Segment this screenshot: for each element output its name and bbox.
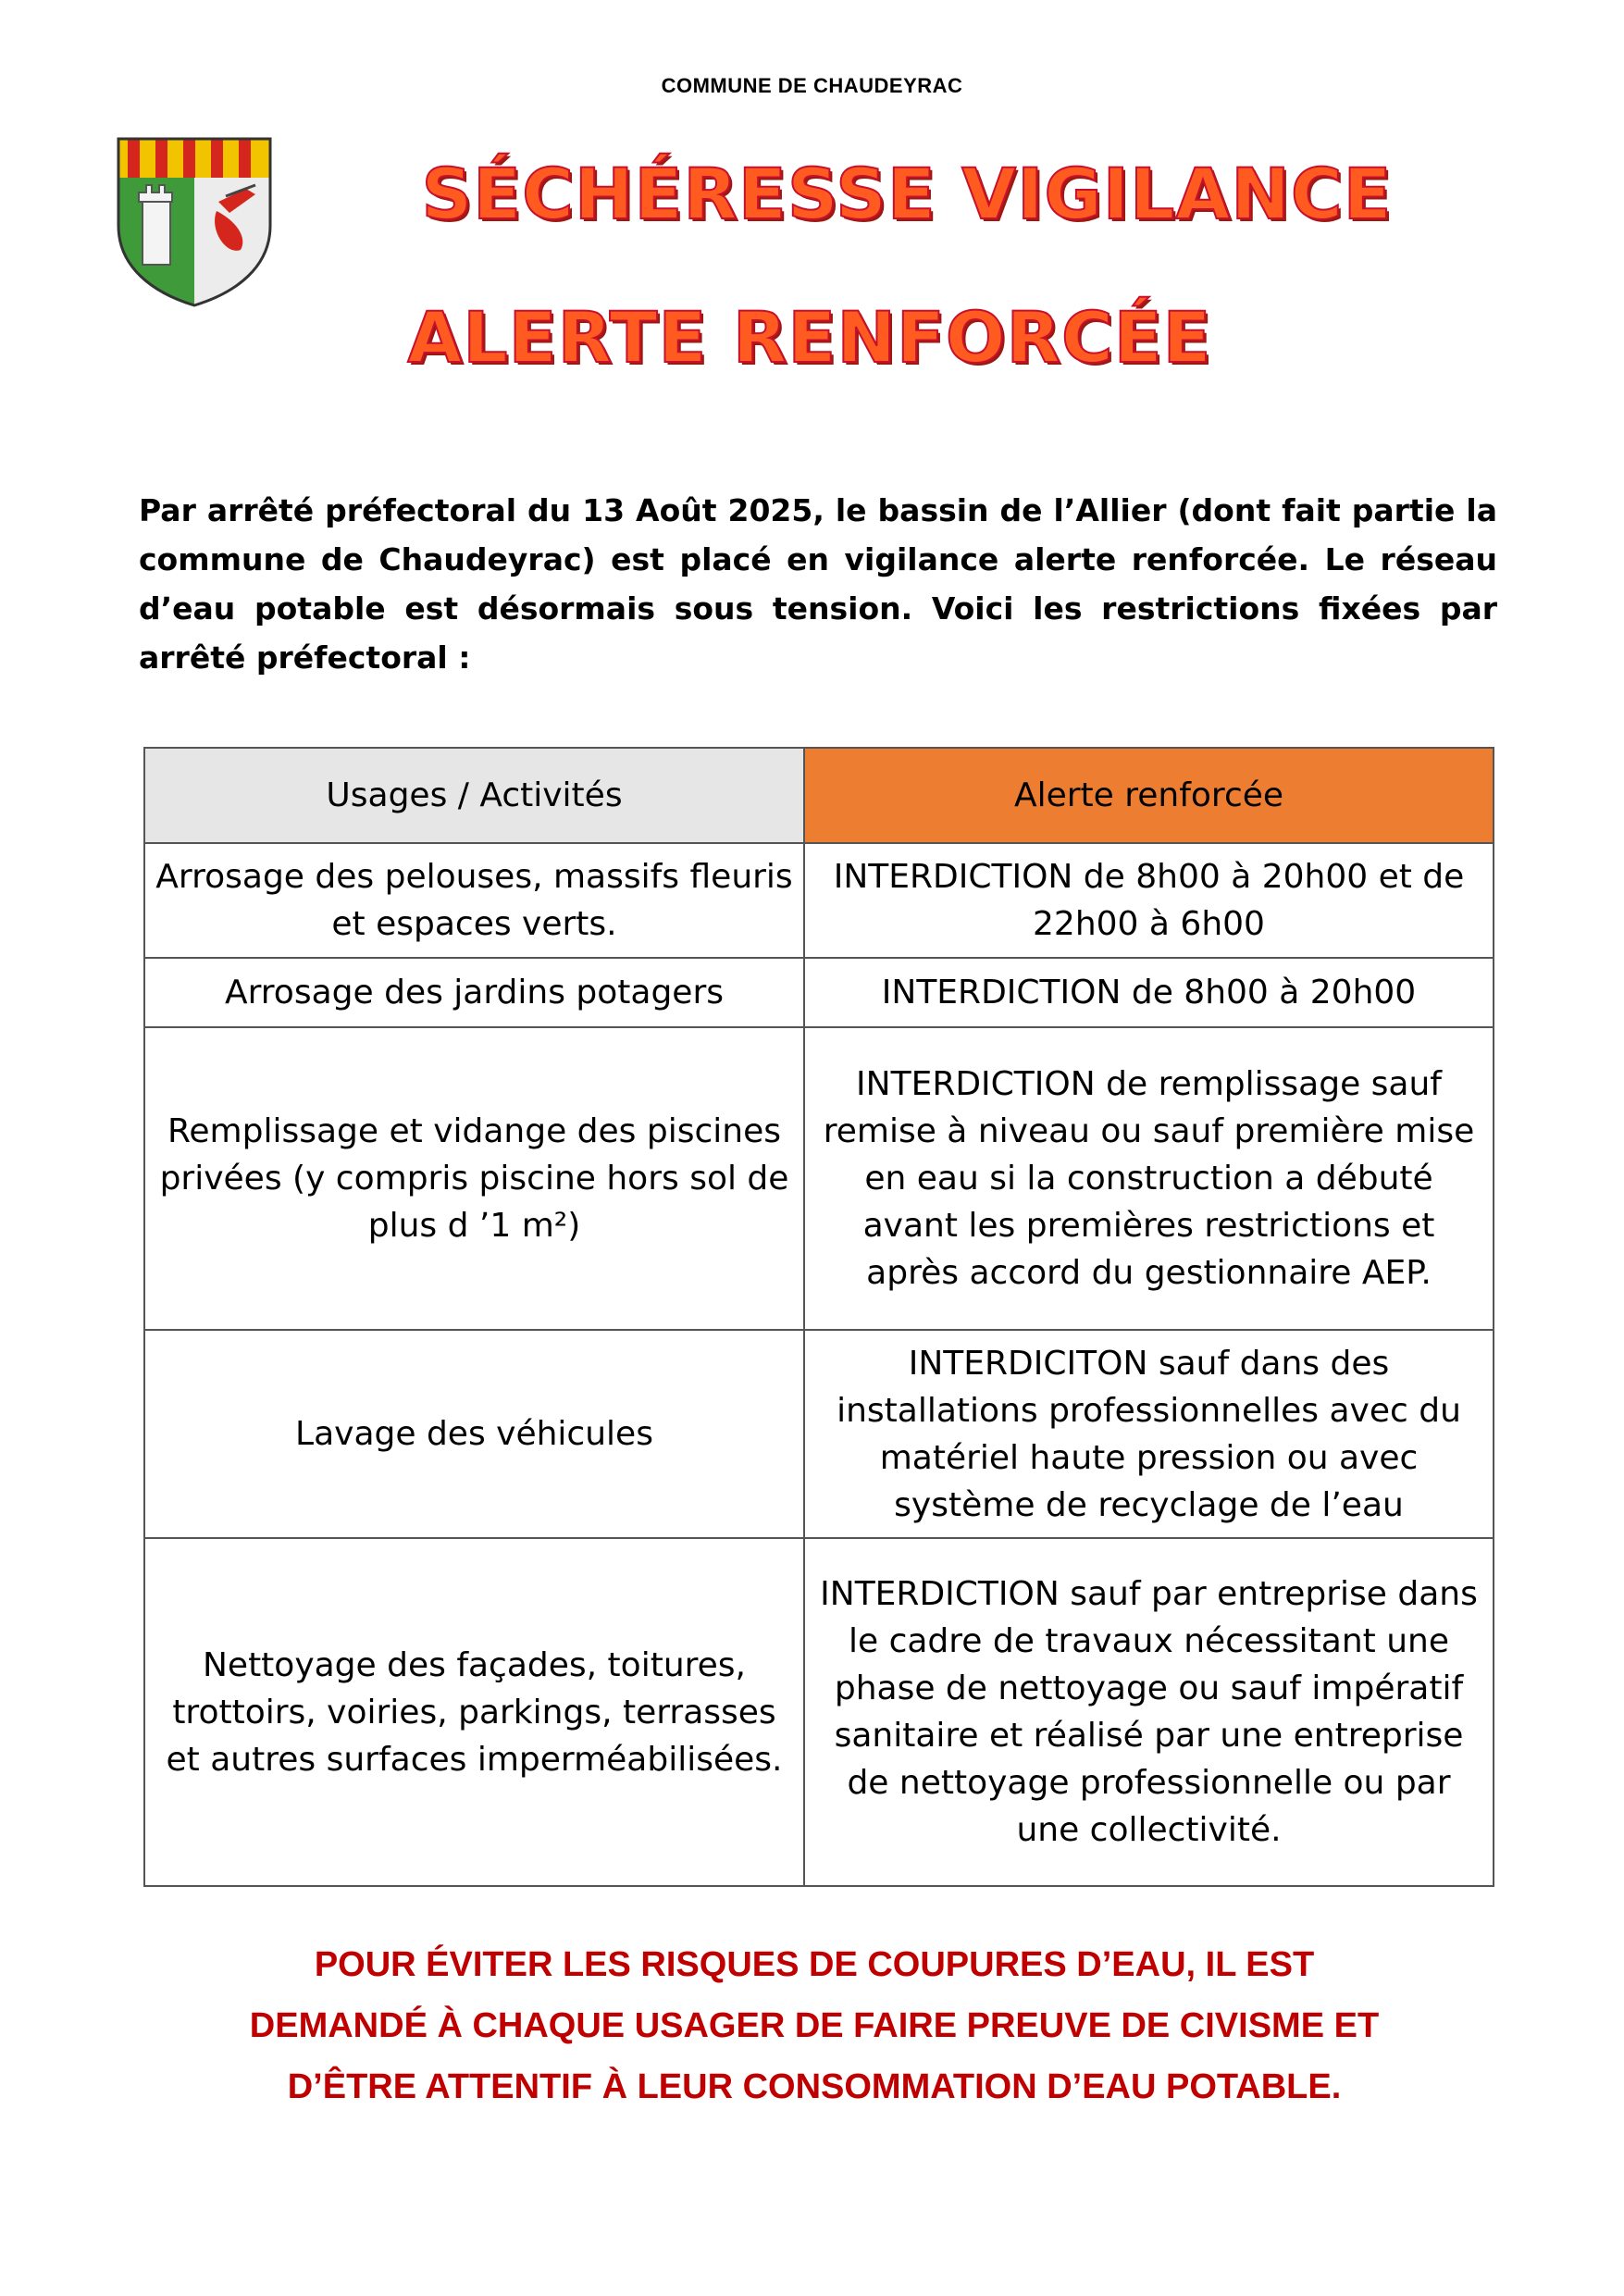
rule-cell: INTERDICTION de remplissage sauf remise à niveau ou sauf première mise en eau si la construction a débuté avant les premières restrictions et après accord du gestionnaire AEP.: [804, 1027, 1494, 1330]
column-header-alerte: Alerte renforcée: [804, 748, 1494, 843]
warning-line: DEMANDÉ À CHAQUE USAGER DE FAIRE PREUVE DE CIVISME ET: [249, 2006, 1380, 2045]
usage-cell: Nettoyage des façades, toitures, trottoirs, voiries, parkings, terrasses et autres surfaces imperméabilisées.: [144, 1538, 804, 1886]
usage-cell: Lavage des véhicules: [144, 1330, 804, 1538]
table-row: [144, 1027, 1494, 1330]
page-title-line1: SÉCHÉRESSE VIGILANCE: [421, 153, 1393, 235]
usage-cell: Arrosage des pelouses, massifs fleuris et espaces verts.: [144, 843, 804, 958]
table-row: [144, 843, 1494, 958]
warning-footer: [120, 1934, 1508, 2117]
restrictions-table: [143, 747, 1494, 1887]
warning-line: POUR ÉVITER LES RISQUES DE COUPURES D’EAU, IL EST: [314, 1945, 1315, 1984]
rule-cell: INTERDICITON sauf dans des installations professionnelles avec du matériel haute pression ou avec système de recyclage de l’eau: [804, 1330, 1494, 1538]
rule-cell: INTERDICTION sauf par entreprise dans le cadre de travaux nécessitant une phase de nettoyage ou sauf impératif sanitaire et réalisé par une entreprise de nettoyage professionnelle ou par une collectivité.: [804, 1538, 1494, 1886]
table-header-row: [144, 748, 1494, 843]
rule-cell: INTERDICTION de 8h00 à 20h00: [804, 958, 1494, 1027]
rule-cell: INTERDICTION de 8h00 à 20h00 et de 22h00 à 6h00: [804, 843, 1494, 958]
commune-name: COMMUNE DE CHAUDEYRAC: [661, 74, 963, 97]
table-row: [144, 1330, 1494, 1538]
coat-of-arms-icon: [117, 137, 272, 307]
usage-cell: Remplissage et vidange des piscines privées (y compris piscine hors sol de plus d ’1 m²): [144, 1027, 804, 1330]
table-row: [144, 1538, 1494, 1886]
table-row: [144, 958, 1494, 1027]
intro-paragraph: Par arrêté préfectoral du 13 Août 2025, le bassin de l’Allier (dont fait partie la commune de Chaudeyrac) est placé en vigilance alerte renforcée. Le réseau d’eau potable est désormais sous tension. Voici les restrictions fixées par arrêté préfectoral :: [139, 492, 1497, 676]
warning-line: D’ÊTRE ATTENTIF À LEUR CONSOMMATION D’EAU POTABLE.: [287, 2067, 1342, 2106]
usage-cell: Arrosage des jardins potagers: [144, 958, 804, 1027]
page-title-line2: ALERTE RENFORCÉE: [407, 296, 1212, 379]
column-header-usages: Usages / Activités: [144, 748, 804, 843]
